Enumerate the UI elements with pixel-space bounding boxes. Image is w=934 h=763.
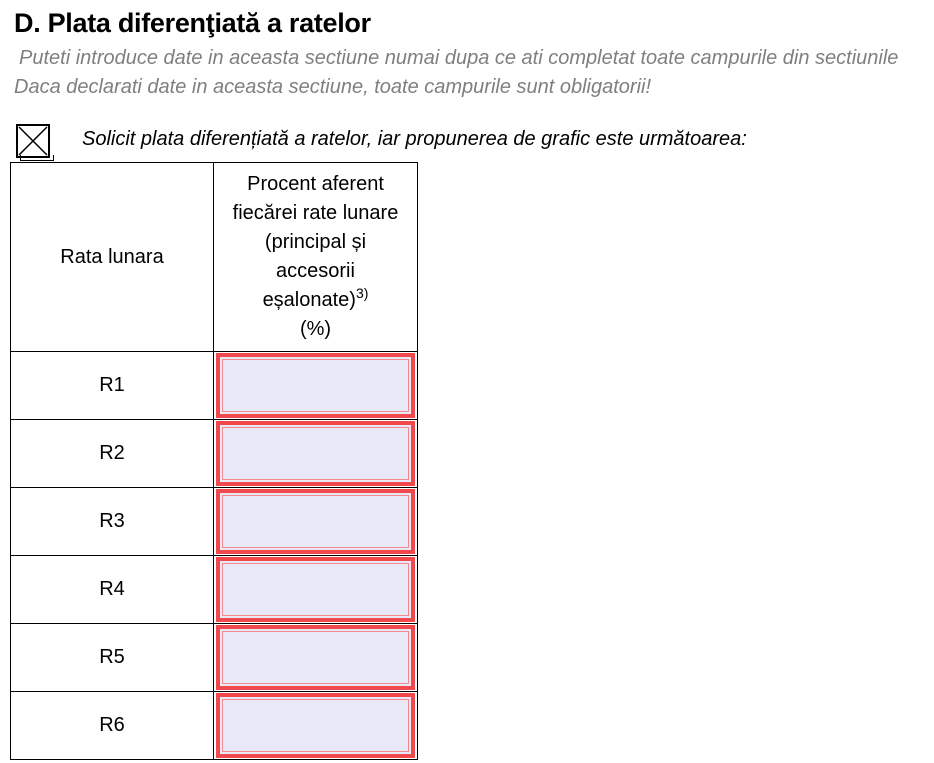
rate-label: R4	[11, 556, 214, 624]
rate-label: R1	[11, 352, 214, 420]
table-row	[11, 420, 418, 488]
table-header-row	[11, 163, 418, 352]
checkbox-label: Solicit plata diferențiată a ratelor, iar propunerea de grafic este următoarea:	[82, 128, 747, 150]
header-line: (principal și	[264, 231, 367, 253]
rate-label: R3	[11, 488, 214, 556]
column-header-rata-lunara: Rata lunara	[11, 163, 214, 352]
rate-input-cell	[214, 352, 418, 420]
table-row	[11, 488, 418, 556]
rate-label: R2	[11, 420, 214, 488]
header-line: Procent aferent	[247, 173, 384, 195]
rate-label: R6	[11, 692, 214, 760]
rates-table	[10, 162, 418, 760]
column-header-procent	[214, 163, 418, 352]
table-row	[11, 692, 418, 760]
table-row	[11, 556, 418, 624]
rate-percent-input-r5[interactable]	[216, 625, 415, 690]
section-note-line-1: Puteti introduce date in aceasta sectiune numai dupa ce ati completat toate campurile din sectiunile	[19, 47, 899, 69]
header-line: fiecărei rate lunare	[232, 202, 399, 224]
rate-percent-input-r6[interactable]	[216, 693, 415, 758]
rate-input-cell	[214, 420, 418, 488]
rate-percent-input-r1[interactable]	[216, 353, 415, 418]
section-title: D. Plata diferenţiată a ratelor	[14, 8, 371, 38]
rate-percent-input-r4[interactable]	[216, 557, 415, 622]
rate-input-cell	[214, 556, 418, 624]
section-note-line-2: Daca declarati date in aceasta sectiune, toate campurile sunt obligatorii!	[14, 76, 652, 98]
rate-label: R5	[11, 624, 214, 692]
header-line: accesorii	[276, 260, 355, 282]
differentiated-payment-checkbox[interactable]	[16, 124, 50, 158]
rate-percent-input-r3[interactable]	[216, 489, 415, 554]
header-line: (%)	[299, 318, 332, 340]
rate-percent-input-r2[interactable]	[216, 421, 415, 486]
rate-input-cell	[214, 624, 418, 692]
header-line	[214, 286, 417, 315]
table-row	[11, 624, 418, 692]
rate-input-cell	[214, 692, 418, 760]
header-line-text: eșalonate)	[262, 289, 356, 311]
checkmark-x-icon	[18, 126, 48, 156]
footnote-ref: 3)	[355, 285, 369, 301]
rate-input-cell	[214, 488, 418, 556]
table-row	[11, 352, 418, 420]
